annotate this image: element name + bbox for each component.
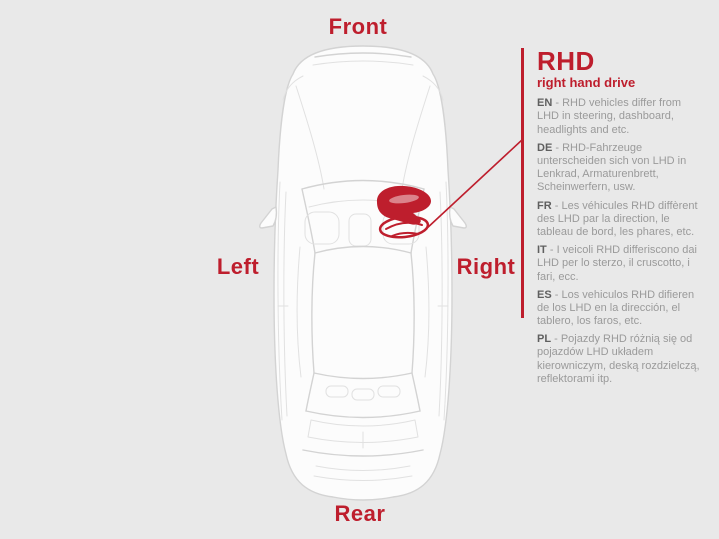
lang-entry-en bbox=[537, 97, 705, 137]
lang-code-pl: PL bbox=[537, 333, 552, 346]
side-mirror-left bbox=[260, 207, 277, 228]
separator: - bbox=[551, 288, 562, 301]
lang-text-es: Los vehiculos RHD difieren de los LHD en la dirección, el tablero, los faros, etc. bbox=[537, 288, 695, 328]
label-right: Right bbox=[456, 254, 516, 279]
lang-text-fr: Les véhicules RHD diffèrent des LHD par la direction, le tableau de bord, les phares, etc. bbox=[537, 199, 698, 238]
label-left: Left bbox=[216, 254, 260, 279]
panel-accent-bar bbox=[521, 48, 524, 318]
panel-subtitle: right hand drive bbox=[537, 75, 636, 90]
separator: - bbox=[552, 97, 563, 110]
side-mirror-right bbox=[450, 207, 467, 228]
label-rear: Rear bbox=[334, 501, 386, 526]
car-top-view-diagram bbox=[253, 42, 473, 502]
lang-entry-pl bbox=[537, 333, 705, 386]
lang-text-de: RHD-Fahrzeuge unterscheiden sich von LHD in Lenkrad, Armaturenbrett, Scheinwerfern, usw. bbox=[537, 141, 687, 194]
panel-title: RHD bbox=[537, 46, 595, 76]
lang-entry-de bbox=[537, 142, 705, 195]
lang-code-es: ES bbox=[537, 288, 552, 301]
lang-entry-fr bbox=[537, 200, 705, 240]
lang-code-fr: FR bbox=[537, 199, 552, 212]
lang-text-pl: Pojazdy RHD różnią się od pojazdów LHD układem kierowniczym, deską rozdzielczą, reflektorami itp. bbox=[537, 333, 700, 385]
lang-text-it: I veicoli RHD differiscono dai LHD per lo sterzo, il cruscotto, i fari, ecc. bbox=[537, 244, 697, 283]
panel-content bbox=[537, 48, 705, 386]
lang-code-de: DE bbox=[537, 141, 553, 154]
lang-entry-it bbox=[537, 244, 705, 284]
lang-text-en: RHD vehicles differ from LHD in steering, dashboard, headlights and etc. bbox=[537, 97, 682, 136]
lang-code-en: EN bbox=[537, 97, 553, 110]
separator: - bbox=[546, 244, 557, 257]
separator: - bbox=[552, 141, 563, 154]
separator: - bbox=[551, 333, 561, 346]
rhd-info-panel bbox=[521, 48, 705, 386]
label-front: Front bbox=[328, 14, 388, 39]
lang-code-it: IT bbox=[537, 244, 547, 257]
lang-entry-es bbox=[537, 289, 705, 329]
separator: - bbox=[551, 199, 562, 212]
